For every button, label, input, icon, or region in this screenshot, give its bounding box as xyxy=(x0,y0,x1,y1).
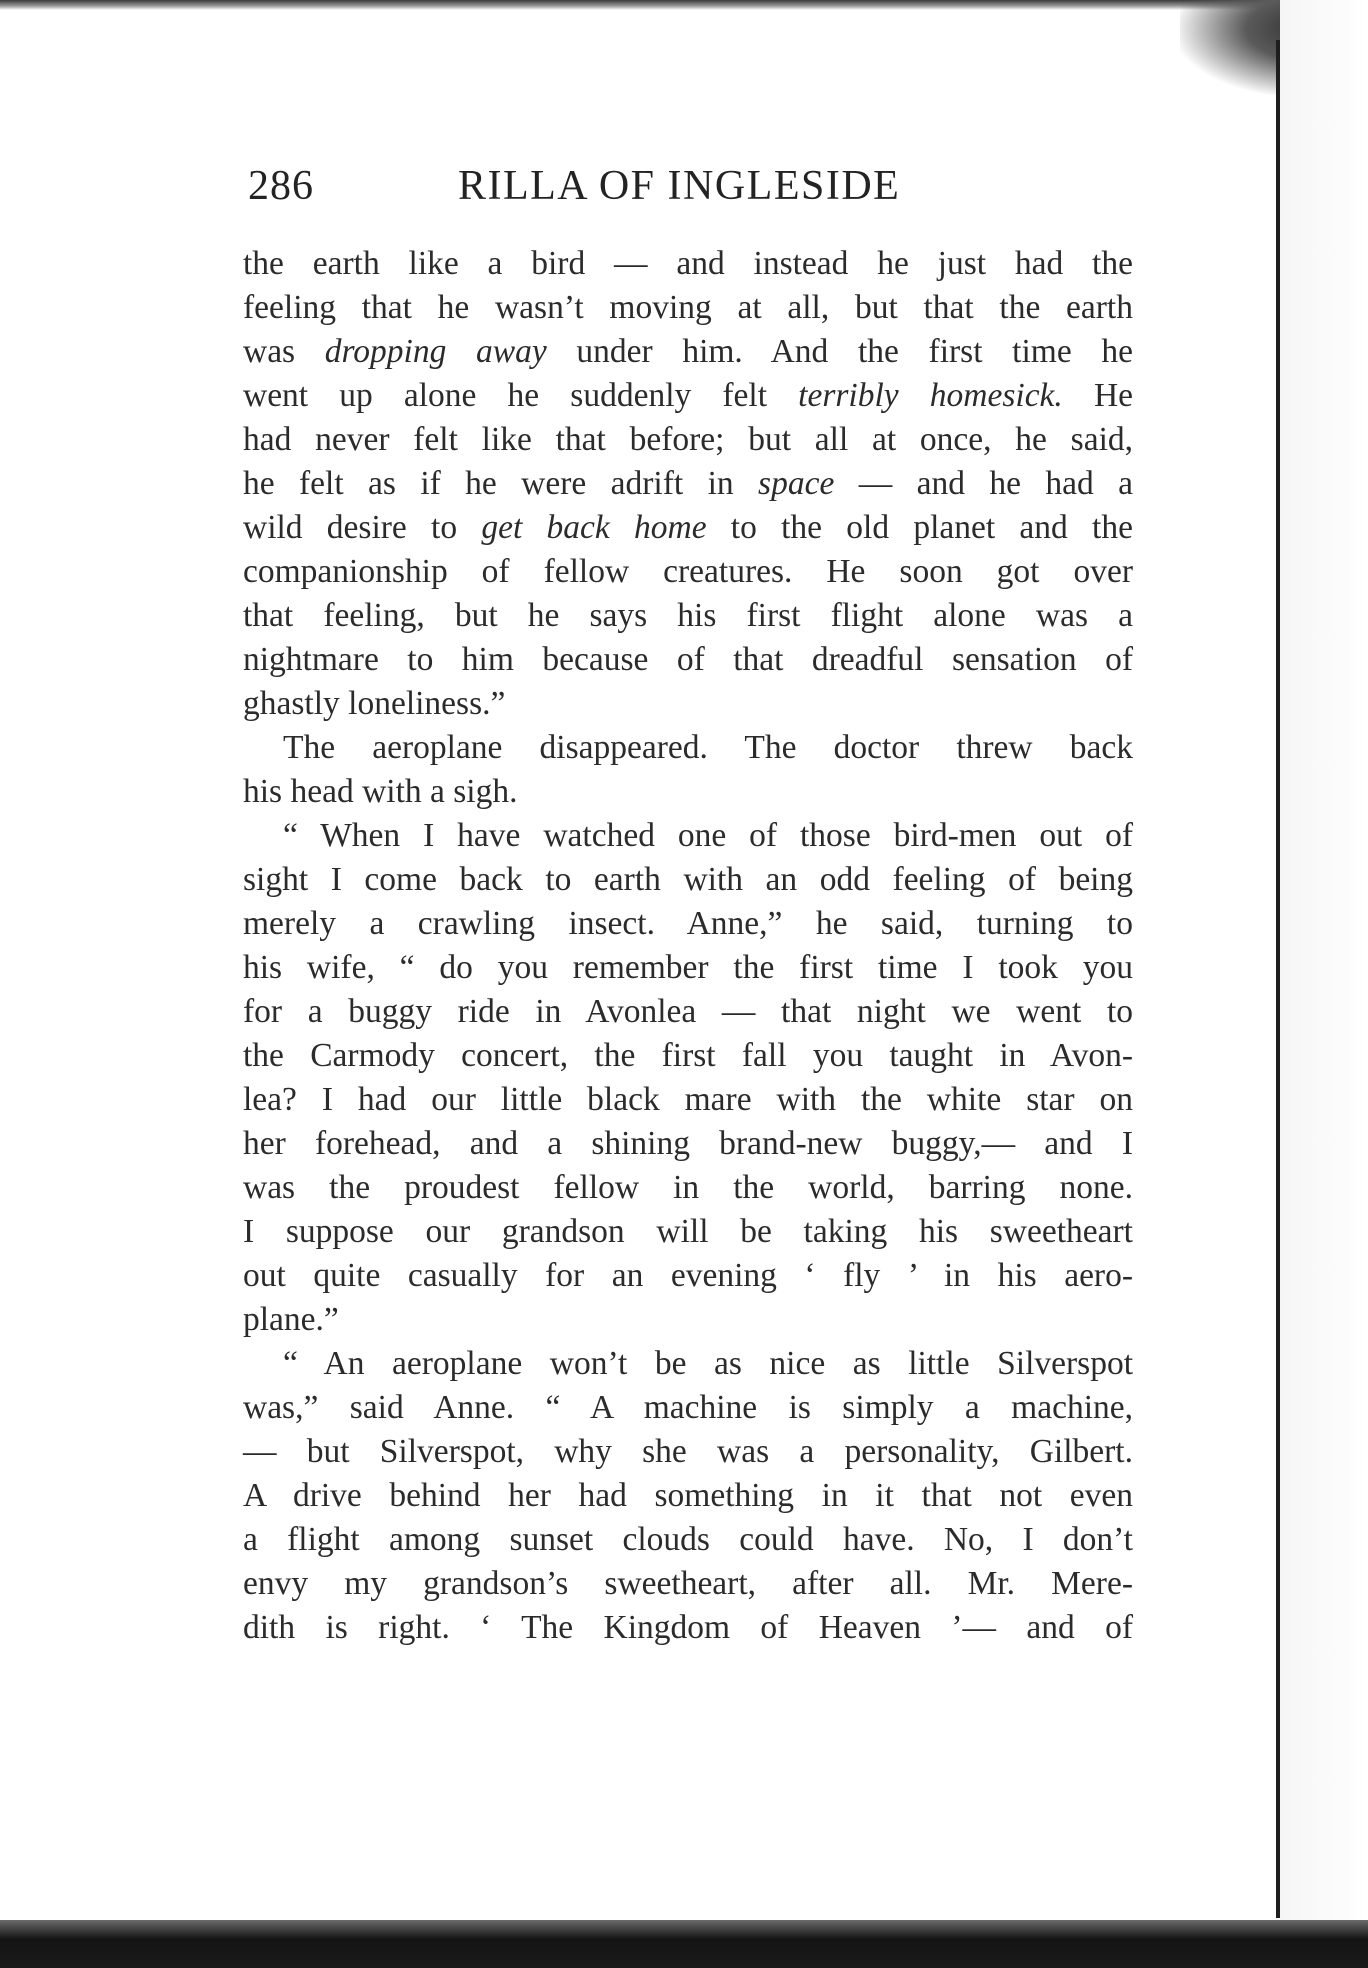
text-span: ghastly loneliness.” xyxy=(243,685,506,722)
text-span: her forehead, and a shining brand-new buggy,— and I xyxy=(243,1125,1133,1162)
page-number: 286 xyxy=(248,163,314,209)
text-span: merely a crawling insect. Anne,” he said, turning to xyxy=(243,905,1133,942)
text-line xyxy=(243,1562,1133,1606)
text-span: — but Silverspot, why she was a personality, Gilbert. xyxy=(243,1433,1133,1470)
text-line xyxy=(243,1606,1133,1650)
body-text xyxy=(243,242,1133,1650)
text-line xyxy=(243,506,1133,550)
running-head: RILLA OF INGLESIDE xyxy=(458,163,901,209)
text-line xyxy=(243,1034,1133,1078)
text-span: he felt as if he were adrift in xyxy=(243,465,759,502)
text-span: his wife, “ do you remember the first time I took you xyxy=(243,949,1133,986)
text-span: went up alone he suddenly felt xyxy=(243,377,799,414)
text-line xyxy=(243,902,1133,946)
text-line xyxy=(243,1430,1133,1474)
text-line xyxy=(243,1474,1133,1518)
scan-top-border xyxy=(0,0,1368,10)
text-span: was the proudest fellow in the world, barring none. xyxy=(243,1169,1133,1206)
text-span: feeling that he wasn’t moving at all, but that the earth xyxy=(243,289,1133,326)
italic-text: dropping away xyxy=(324,333,547,370)
text-span: the Carmody concert, the first fall you taught in Avon- xyxy=(243,1037,1133,1074)
scan-right-margin xyxy=(1280,0,1368,1968)
text-span: companionship of fellow creatures. He soon got over xyxy=(243,553,1133,590)
text-span: I suppose our grandson will be taking his sweetheart xyxy=(243,1213,1133,1250)
text-line xyxy=(243,638,1133,682)
text-line xyxy=(243,1210,1133,1254)
text-span: to the old planet and the xyxy=(706,509,1133,546)
text-line xyxy=(243,814,1133,858)
text-line xyxy=(243,550,1133,594)
text-line xyxy=(243,374,1133,418)
page-header xyxy=(248,162,1138,218)
text-span: had never felt like that before; but all at once, he said, xyxy=(243,421,1133,458)
text-span: envy my grandson’s sweetheart, after all. Mr. Mere- xyxy=(243,1565,1133,1602)
text-span: that feeling, but he says his first flight alone was a xyxy=(243,597,1133,634)
text-span: — and he had a xyxy=(834,465,1133,502)
text-line xyxy=(243,726,1133,770)
text-line xyxy=(243,594,1133,638)
italic-text: terribly homesick. xyxy=(798,377,1063,414)
text-line xyxy=(243,242,1133,286)
text-span: “ An aeroplane won’t be as nice as little Silverspot xyxy=(283,1345,1133,1382)
text-line xyxy=(243,1078,1133,1122)
text-line xyxy=(243,1254,1133,1298)
italic-text: space xyxy=(758,465,835,502)
text-line xyxy=(243,462,1133,506)
text-span: his head with a sigh. xyxy=(243,773,518,810)
text-line xyxy=(243,286,1133,330)
text-line xyxy=(243,946,1133,990)
text-line xyxy=(243,418,1133,462)
text-span: He xyxy=(1062,377,1134,414)
text-span: wild desire to xyxy=(243,509,482,546)
page-right-edge xyxy=(1276,40,1280,1918)
text-span: dith is right. ‘ The Kingdom of Heaven ’— and of xyxy=(243,1609,1133,1646)
italic-text: get back home xyxy=(481,509,707,546)
text-span: “ When I have watched one of those bird-men out of xyxy=(283,817,1133,854)
text-span: The aeroplane disappeared. The doctor threw back xyxy=(283,729,1133,766)
text-line xyxy=(243,858,1133,902)
text-span: under him. And the first time he xyxy=(546,333,1133,370)
text-span: a flight among sunset clouds could have. No, I don’t xyxy=(243,1521,1133,1558)
text-span: was xyxy=(243,333,325,370)
scan-bottom-band xyxy=(0,1920,1368,1968)
text-span: for a buggy ride in Avonlea — that night we went to xyxy=(243,993,1133,1030)
text-line xyxy=(243,1386,1133,1430)
text-line xyxy=(243,1122,1133,1166)
text-line xyxy=(243,770,1133,814)
text-line xyxy=(243,682,1133,726)
text-span: nightmare to him because of that dreadful sensation of xyxy=(243,641,1133,678)
text-span: lea? I had our little black mare with the white star on xyxy=(243,1081,1133,1118)
text-line xyxy=(243,990,1133,1034)
text-span: out quite casually for an evening ‘ fly ’ in his aero- xyxy=(243,1257,1133,1294)
text-line xyxy=(243,1518,1133,1562)
text-span: A drive behind her had something in it that not even xyxy=(243,1477,1133,1514)
text-span: the earth like a bird — and instead he just had the xyxy=(243,245,1133,282)
text-span: was,” said Anne. “ A machine is simply a machine, xyxy=(243,1389,1133,1426)
text-line xyxy=(243,330,1133,374)
text-line xyxy=(243,1166,1133,1210)
text-line xyxy=(243,1342,1133,1386)
text-span: sight I come back to earth with an odd feeling of being xyxy=(243,861,1133,898)
text-line xyxy=(243,1298,1133,1342)
text-span: plane.” xyxy=(243,1301,339,1338)
